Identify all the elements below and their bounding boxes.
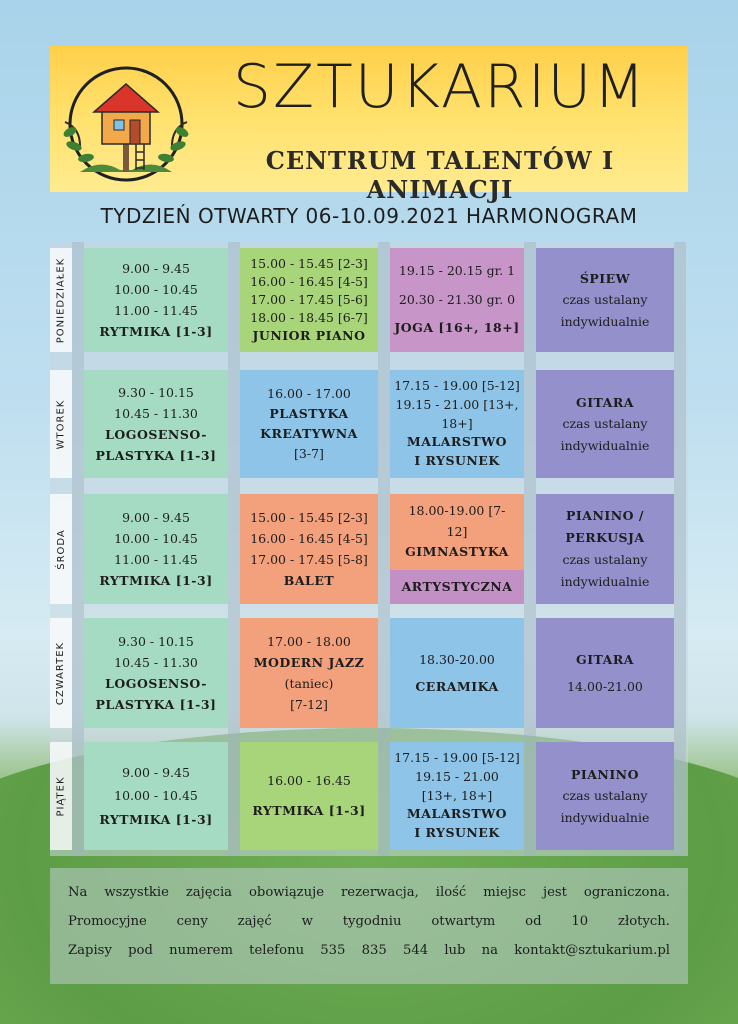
activity-time: 14.00-21.00 (567, 679, 643, 694)
activity-time: [3-7] (294, 446, 324, 461)
activity-name: GITARA (576, 651, 634, 667)
day-name: ŚRODA (55, 528, 67, 570)
schedule-cell (240, 370, 378, 478)
activity-time: 9.30 - 10.15 (118, 384, 194, 400)
footer-line: Promocyjne ceny zajęć w tygodniu otwartym od 10 złotych. (68, 914, 670, 929)
grid-separator (228, 242, 240, 856)
day-label-wednesday (50, 494, 72, 604)
schedule-cell (84, 370, 228, 478)
activity-time: 10.45 - 11.30 (114, 654, 198, 670)
activity-name: PLASTYKA (269, 406, 349, 421)
brand-subtitle: CENTRUM TALENTÓW I ANIMACJI (265, 146, 615, 204)
activity-time: czas ustalany (562, 788, 648, 804)
schedule-cell (390, 248, 524, 352)
activity-time: [13+, 18+] (421, 787, 493, 803)
activity-time: 10.00 - 10.45 (114, 281, 198, 297)
activity-name: MALARSTWO (406, 434, 508, 450)
schedule-cell (536, 742, 674, 850)
day-name: CZWARTEK (55, 641, 67, 705)
activity-time: 12] (446, 523, 468, 539)
activity-time: czas ustalany (562, 292, 648, 308)
activity-time: 9.30 - 10.15 (118, 633, 194, 649)
activity-name: PIANINO (570, 767, 640, 783)
activity-time: 19.15 - 21.00 [13+, (395, 396, 519, 412)
activity-time: 9.00 - 9.45 (122, 260, 190, 276)
grid-separator (674, 242, 686, 856)
activity-time: 16.00 - 16.45 (267, 773, 351, 788)
activity-time: 17.15 - 19.00 [5-12] (394, 378, 520, 394)
footer-line: Zapisy pod numerem telefonu 535 835 544 lub na kontakt@sztukarium.pl (68, 943, 670, 958)
schedule-cell (536, 618, 674, 728)
schedule-title: TYDZIEŃ OTWARTY 06-10.09.2021 HARMONOGRAM (100, 204, 638, 228)
activity-name: RYTMIKA [1-3] (99, 573, 213, 589)
brand-name: SZTUKARIUM (232, 52, 648, 122)
activity-time: 18.00-19.00 [7- (408, 503, 506, 519)
activity-name: PLASTYKA [1-3] (95, 448, 217, 464)
schedule-cell (240, 742, 378, 850)
activity-name: PIANINO / (566, 508, 644, 524)
activity-time: indywidualnie (560, 809, 650, 825)
activity-name: BALET (283, 573, 335, 589)
house-logo-icon (60, 62, 192, 186)
day-label-monday (50, 248, 72, 352)
schedule-cell (390, 370, 524, 478)
schedule-cell (84, 618, 228, 728)
activity-name: KREATYWNA (260, 426, 358, 441)
activity-time: [7-12] (290, 697, 328, 713)
activity-name: MALARSTWO (406, 806, 508, 822)
schedule-cell (84, 742, 228, 850)
grid-separator (378, 242, 390, 856)
activity-time: 11.00 - 11.45 (114, 552, 198, 567)
day-label-thursday (50, 618, 72, 728)
schedule-cell (84, 248, 228, 352)
activity-name: RYTMIKA [1-3] (252, 803, 366, 818)
activity-name: GITARA (576, 395, 634, 411)
day-label-tuesday (50, 370, 72, 478)
activity-time: 11.00 - 11.45 (114, 303, 198, 318)
activity-name: JOGA [16+, 18+] (394, 320, 520, 336)
activity-time: 17.00 - 17.45 [5-8] (250, 552, 368, 567)
activity-name: I RYSUNEK (414, 825, 500, 841)
schedule-cell (390, 742, 524, 850)
activity-time: 15.00 - 15.45 [2-3] (250, 255, 368, 271)
activity-time: (taniec) (284, 676, 334, 691)
activity-name: LOGOSENSO- (105, 427, 207, 442)
activity-name: RYTMIKA [1-3] (99, 811, 213, 827)
activity-time: indywidualnie (560, 313, 650, 329)
schedule-cell (240, 248, 378, 352)
activity-name: CERAMIKA (415, 679, 499, 694)
schedule-cell (390, 494, 524, 570)
activity-time: 10.00 - 10.45 (114, 530, 198, 546)
schedule-cell (536, 494, 674, 604)
grid-separator (524, 242, 536, 856)
activity-time: 17.00 - 17.45 [5-6] (250, 291, 368, 307)
footer-line: Na wszystkie zajęcia obowiązuje rezerwacja, ilość miejsc jest ograniczona. (68, 885, 670, 900)
schedule-cell (390, 618, 524, 728)
activity-time: 10.45 - 11.30 (114, 405, 198, 421)
activity-time: 15.00 - 15.45 [2-3] (250, 509, 368, 525)
activity-name: PERKUSJA (565, 530, 645, 546)
activity-time: 16.00 - 16.45 [4-5] (250, 273, 368, 289)
activity-name: RYTMIKA [1-3] (99, 324, 213, 340)
activity-name: PLASTYKA [1-3] (95, 697, 217, 713)
day-label-friday (50, 742, 72, 850)
activity-name: MODERN JAZZ (253, 654, 365, 670)
schedule-cell (240, 494, 378, 604)
activity-time: 17.15 - 19.00 [5-12] (394, 750, 520, 766)
schedule-cell (390, 570, 524, 604)
activity-name: ARTYSTYCZNA (401, 579, 513, 595)
activity-time: indywidualnie (560, 437, 650, 453)
activity-time: 18+] (441, 415, 473, 431)
activity-name: ŚPIEW (579, 271, 631, 287)
activity-time: 19.15 - 20.15 gr. 1 (398, 262, 516, 278)
activity-time: 18.00 - 18.45 [6-7] (250, 310, 368, 326)
schedule-cell (240, 618, 378, 728)
grid-separator (72, 242, 84, 856)
activity-time: 17.00 - 18.00 (267, 633, 351, 649)
schedule-cell (536, 248, 674, 352)
schedule-cell (536, 370, 674, 478)
day-name: PIĄTEK (55, 775, 67, 817)
activity-time: 16.00 - 16.45 [4-5] (250, 530, 368, 546)
activity-name: JUNIOR PIANO (252, 328, 366, 344)
activity-time: 10.00 - 10.45 (114, 788, 198, 804)
activity-time: indywidualnie (560, 573, 650, 589)
activity-time: 20.30 - 21.30 gr. 0 (398, 291, 516, 307)
activity-time: 16.00 - 17.00 (267, 386, 351, 401)
activity-time: czas ustalany (562, 416, 648, 432)
activity-time: 9.00 - 9.45 (122, 509, 190, 525)
activity-time: czas ustalany (562, 552, 648, 567)
activity-name: I RYSUNEK (414, 453, 500, 469)
day-name: WTOREK (55, 399, 67, 449)
header-banner (50, 46, 688, 204)
activity-time: 19.15 - 21.00 (415, 768, 499, 784)
schedule-cell (84, 494, 228, 604)
footer-info (50, 868, 688, 984)
day-name: PONIEDZIAŁEK (55, 257, 67, 343)
activity-time: 18.30-20.00 (419, 651, 495, 667)
activity-time: 9.00 - 9.45 (122, 765, 190, 781)
activity-name: GIMNASTYKA (405, 544, 509, 560)
activity-name: LOGOSENSO- (105, 676, 207, 691)
